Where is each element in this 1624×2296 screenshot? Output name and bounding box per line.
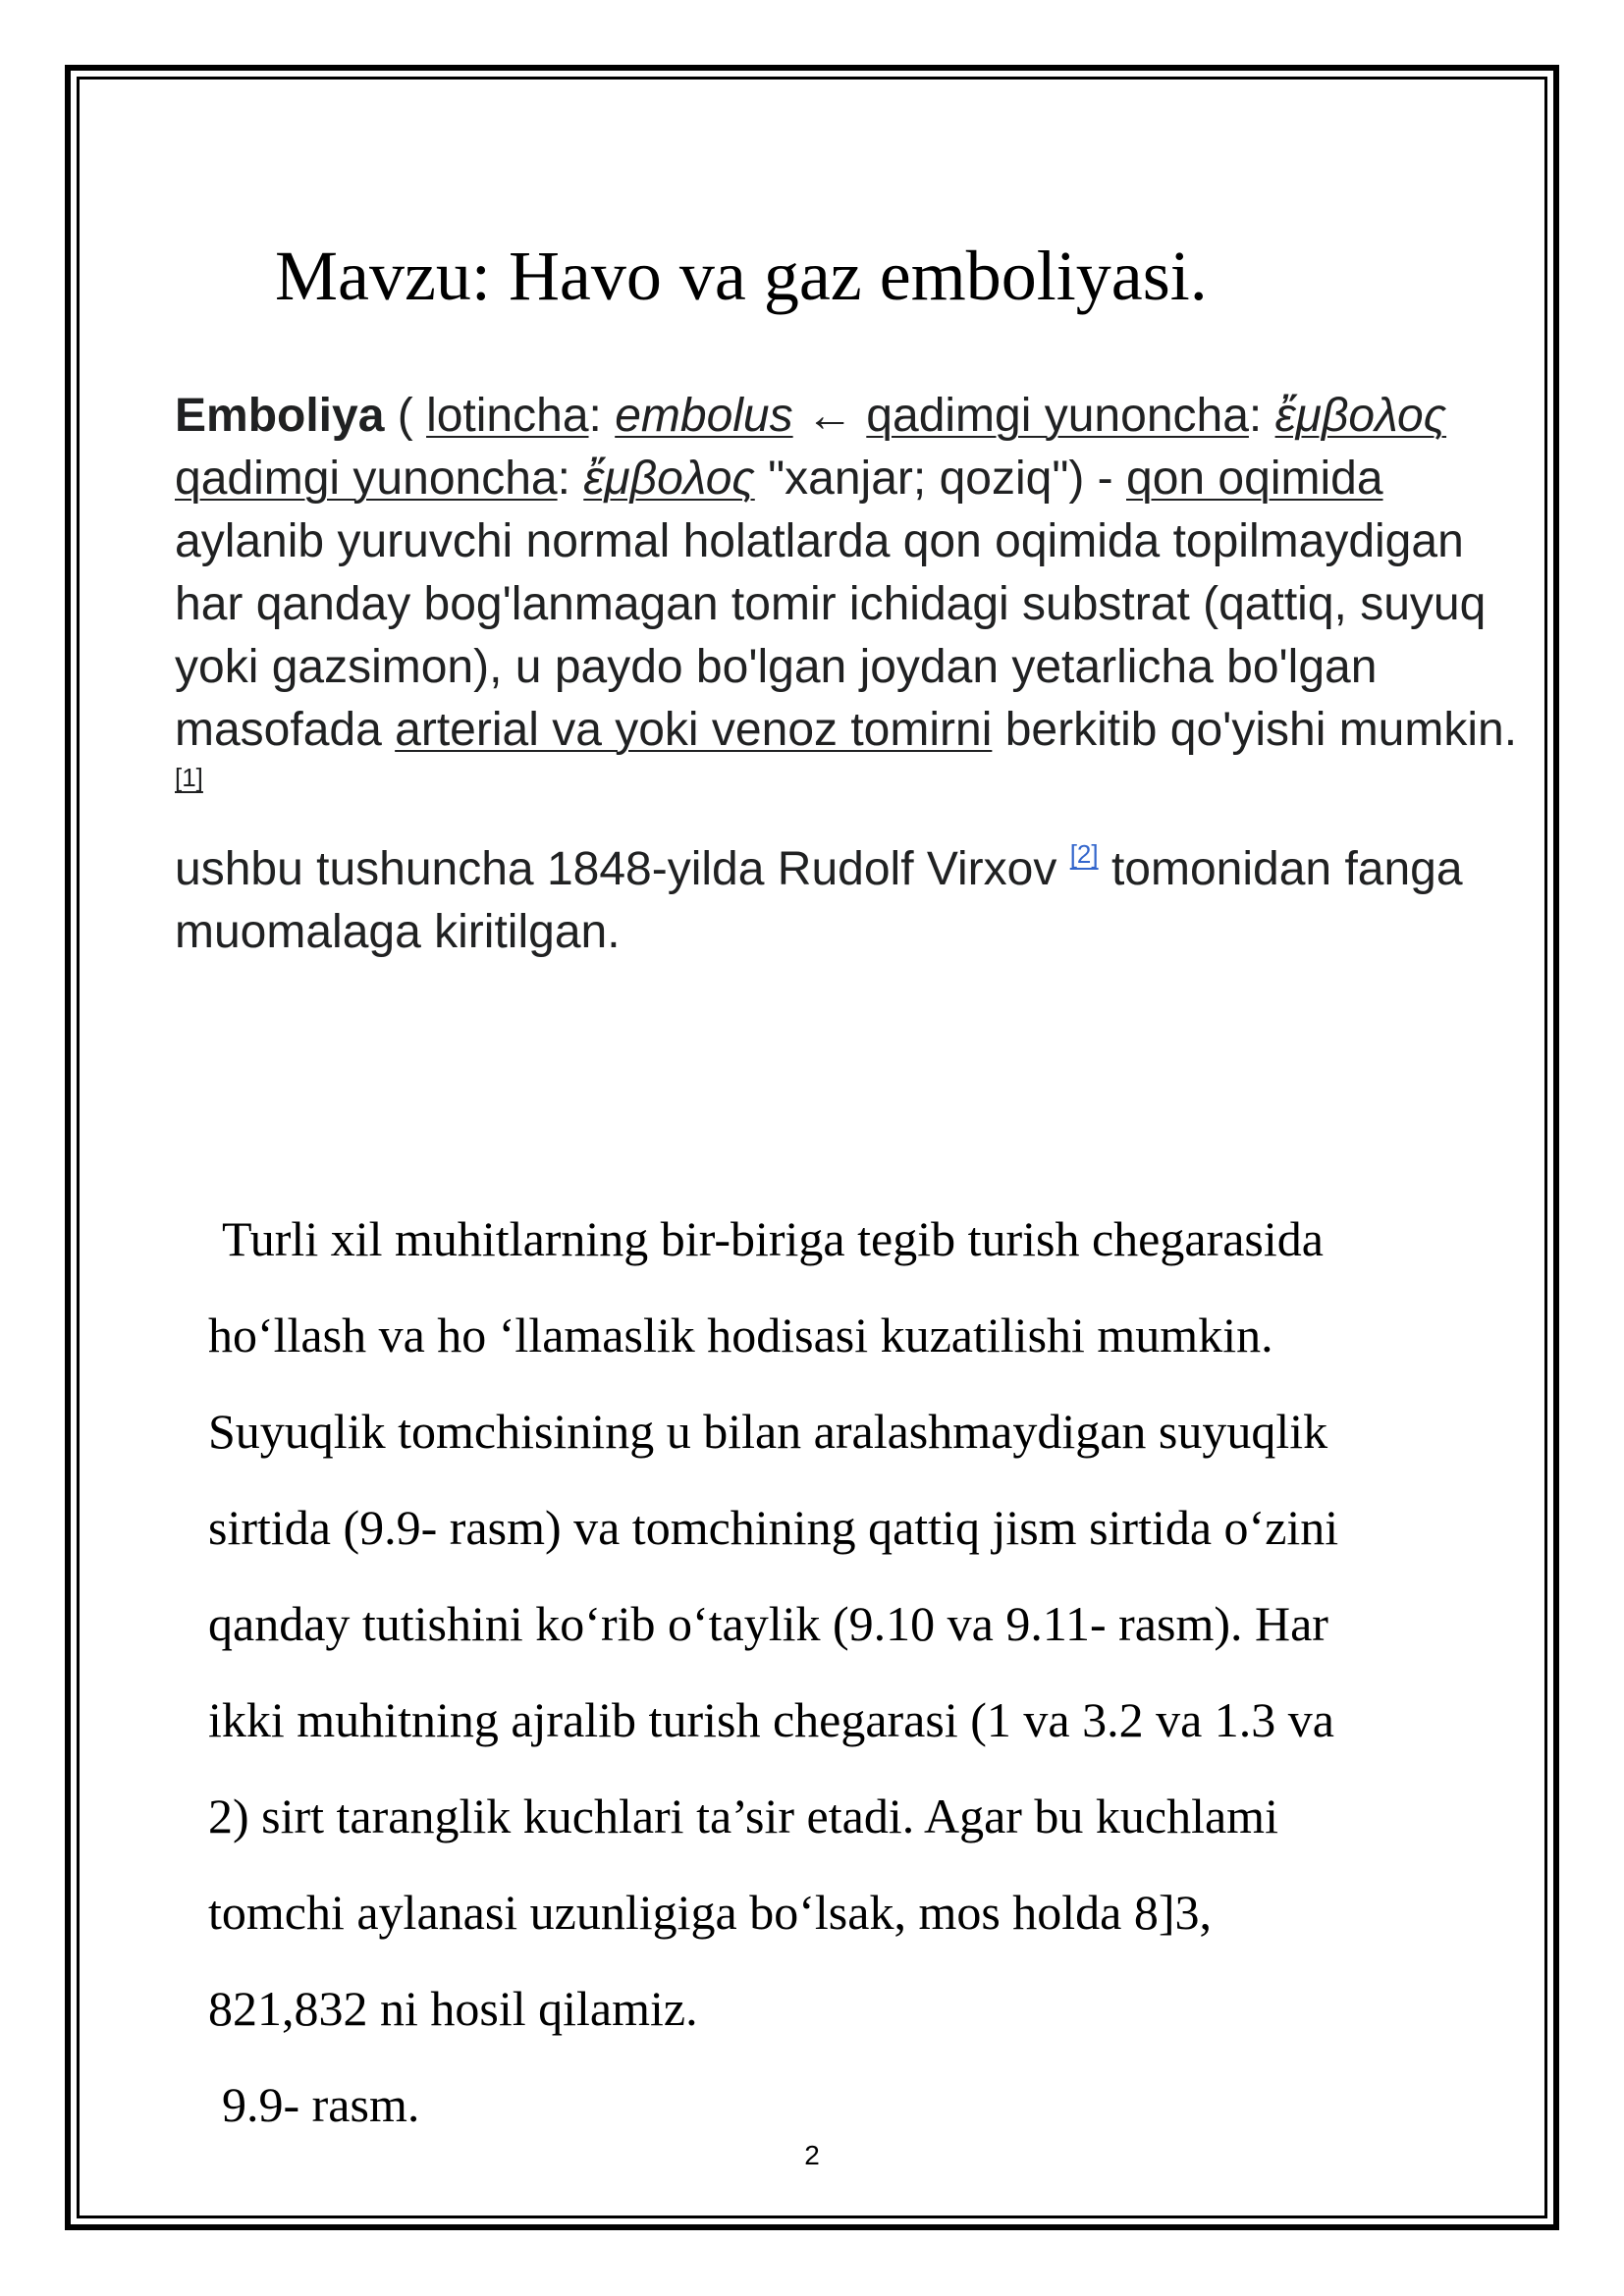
body-line: sirtida (9.9- rasm) va tomchining qattiq jism sirtida o‘zini [208,1500,1339,1555]
body-line: ho‘llash va ho ‘llamaslik hodisasi kuzatilishi mumkin. [208,1308,1273,1362]
body-line: 2) sirt taranglik kuchlari ta’sir etadi. Agar bu kuchlami [208,1789,1278,1843]
page-number: 2 [804,2140,820,2170]
link-qon-oqimida[interactable]: qon oqimida [1126,453,1383,505]
text-colon: : [588,390,616,442]
body-line: tomchi aylanasi uzunligiga bo‘lsak, mos holda 8]3, [208,1885,1213,1940]
body-paragraph [208,1191,1524,2153]
reference-1[interactable] [175,763,203,792]
link-embolus[interactable] [615,390,792,442]
history-text-1: ushbu tushuncha 1848-yilda Rudolf Virxov [175,843,1070,895]
link-greek-word-1[interactable] [1275,390,1447,442]
page-title: Mavzu: Havo va gaz emboliyasi. [275,237,1208,315]
reference-2[interactable] [1070,839,1099,869]
link-arterial-venoz[interactable]: arterial va yoki venoz tomirni [395,704,993,756]
text-gloss: "xanjar; qoziq") - [754,453,1126,505]
reference-2-link[interactable]: [2] [1069,839,1099,869]
definition-text-1: aylanib yuruvchi normal holatlarda qon oqimida topilmaydigan har qanday bog'lanmagan tomir ichidagi substrat (qattiq, suyuq yoki gazsimon), u paydo bo'lgan joydan yetarlicha bo'lgan masofada [175,515,1487,756]
text-open-paren: ( [384,390,427,442]
figure-caption: 9.9- rasm. [222,2077,420,2132]
history-text-2: tomonidan fanga muomalaga kiritilgan. [175,843,1463,958]
body-line: Turli xil muhitlarning bir-biriga tegib turish chegarasida [222,1211,1324,1266]
body-line: 821,832 ni hosil qilamiz. [208,1981,698,2036]
body-line: ikki muhitning ajralib turish chegarasi (1 va 3.2 va 1.3 va [208,1692,1334,1747]
link-qadimgi-yunoncha-1[interactable]: qadimgi yunoncha [866,390,1249,442]
latin-word: embolus [615,390,793,442]
definition-article [175,385,1530,964]
greek-word-2: ἔμβολος [583,453,755,505]
link-lotincha[interactable]: lotincha [426,390,589,442]
arrow-glyph: ← [792,390,867,442]
text-colon: : [557,453,584,505]
definition-text-2: berkitib qo'yishi mumkin. [992,704,1518,756]
term-emboliya: Emboliya [175,390,385,442]
text-colon: : [1248,390,1275,442]
history-paragraph [175,838,1530,964]
greek-word-1: ἔμβολος [1274,390,1447,442]
reference-1-link[interactable]: [1] [175,763,203,792]
body-line: qanday tutishini ko‘rib o‘taylik (9.10 va 9.11- rasm). Har [208,1596,1328,1651]
body-line: Suyuqlik tomchisining u bilan aralashmaydigan suyuqlik [208,1404,1328,1459]
link-qadimgi-yunoncha-2[interactable]: qadimgi yunoncha [175,453,558,505]
definition-paragraph [175,385,1530,825]
link-greek-word-2[interactable] [583,453,755,505]
